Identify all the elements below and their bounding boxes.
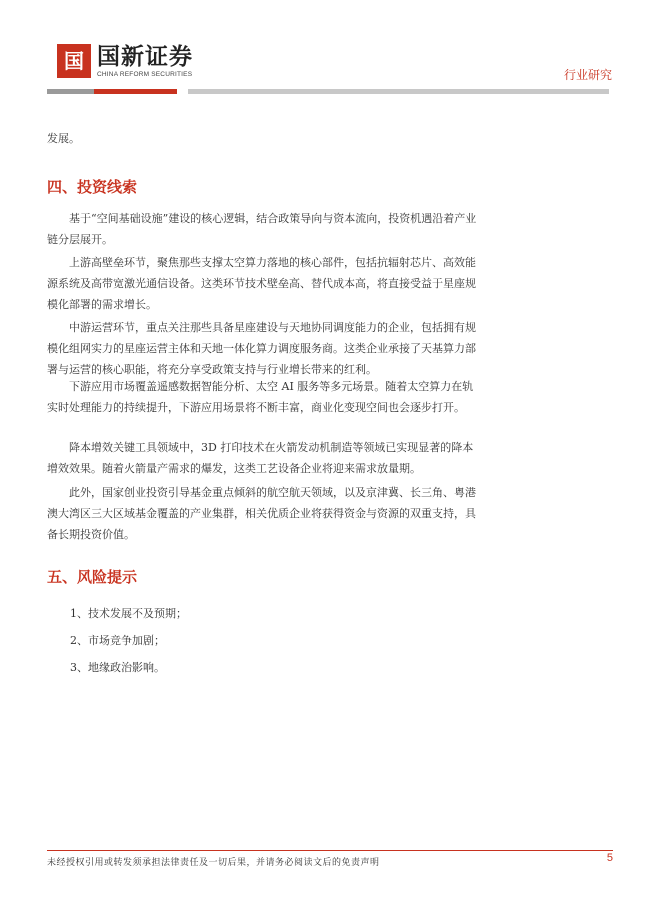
paragraph: 上游高壁垒环节，聚焦那些支撑太空算力落地的核心部件，包括抗辐射芯片、高效能源系统及高带宽激光通信设备。这类环节技术壁垒高、替代成本高，将直接受益于星座规模化部署的需求增长。 [47,256,476,311]
header-divider-gray [47,89,94,94]
paragraph: 此外，国家创业投资引导基金重点倾斜的航空航天领域，以及京津冀、长三角、粤港澳大湾区三大区域基金覆盖的产业集群，相关优质企业将获得资金与资源的双重支持，具备长期投资价值。 [47,486,476,541]
header-divider-light [188,89,609,94]
logo-emblem: 国 [57,44,91,78]
paragraph: 降本增效关键工具领域中，3D 打印技术在火箭发动机制造等领域已实现显著的降本增效效果。随着火箭量产需求的爆发，这类工艺设备企业将迎来需求放量期。 [47,441,474,475]
risk-item: 1、技术发展不及预期； [70,607,187,620]
footer-divider [47,850,613,851]
section-5-heading: 五、风险提示 [47,568,138,586]
header-divider-accent [94,89,177,94]
report-type-label: 行业研究 [563,68,612,82]
risk-item: 3、地缘政治影响。 [70,661,165,674]
logo-english-name: CHINA REFORM SECURITIES [97,71,193,78]
paragraph: 下游应用市场覆盖遥感数据智能分析、太空 AI 服务等多元场景。随着太空算力在轨实时处理能力的持续提升，下游应用场景将不断丰富，商业化变现空间也会逐步打开。 [47,380,474,414]
company-logo [57,44,207,84]
page-number: 5 [606,852,613,864]
intro-tail-text: 发展。 [47,132,80,145]
risk-item: 2、市场竞争加剧； [70,634,165,647]
logo-chinese-name: 国新证券 [97,44,193,70]
footer-disclaimer: 未经授权引用或转发须承担法律责任及一切后果，并请务必阅读文后的免责声明 [47,858,380,868]
section-4-heading: 四、投资线索 [47,178,138,196]
paragraph: 中游运营环节，重点关注那些具备星座建设与天地协同调度能力的企业，包括拥有规模化组网实力的星座运营主体和天地一体化算力调度服务商。这类企业承接了天基算力部署与运营的核心职能，将充分享受政策支持与行业增长带来的红利。 [47,321,476,376]
paragraph: 基于“空间基础设施”建设的核心逻辑，结合政策导向与资本流向，投资机遇沿着产业链分层展开。 [47,212,477,246]
